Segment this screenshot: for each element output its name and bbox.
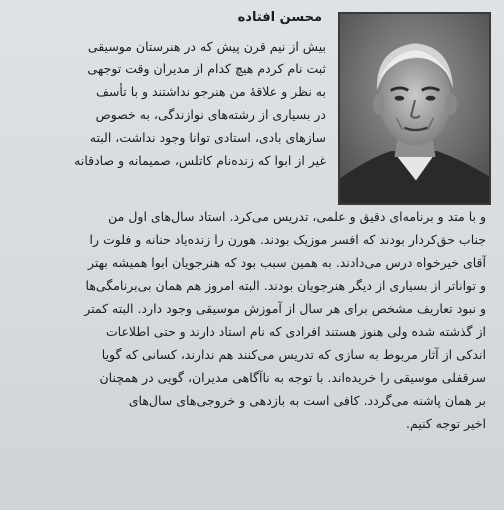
text-line: و با متد و برنامه‌ای دقیق و علمی، تدریس می‌کرد. استاد سال‌های اول من (108, 209, 486, 224)
text-line: اخیر توجه کنیم. (406, 416, 486, 431)
author-name: محسن افتاده (237, 10, 322, 25)
text-line: اندکی از آثار مربوط به سازی که تدریس می‌کنند هم ندارند، کسانی که گویا (101, 347, 486, 362)
text-line: و نبود تعاریف مشخص برای هر سال از آموزش موسیقی وجود دارد. البته کمتر (84, 301, 486, 316)
text-line: سازهای بادی، استادی توانا وجود نداشت، البته (89, 130, 326, 145)
text-line: و تواناتر از بسیاری از دیگر هنرجویان بودند. البته امروز هم همان بی‌برنامگی‌ها (85, 278, 486, 293)
text-line: بر همان پاشنه می‌گردد. کافی است به بازدهی و خروجی‌های سال‌های (128, 393, 486, 408)
text-line: جناب حق‌کردار بودند که افسر موزیک بودند. هورن را زنده‌یاد حنانه و فلوت را (89, 232, 486, 247)
text-line: ثبت نام کردم هیچ کدام از مدیران وقت توجهی (87, 61, 326, 76)
text-line: سرقفلی موسیقی را خریده‌اند. با توجه به ناآگاهی مدیران، گویی در همچنان (99, 370, 486, 385)
text-line: به نظر و علاقهٔ من هنرجو نداشتند و با تأسف (96, 84, 326, 99)
text-line: بیش از نیم قرن پیش که در هنرستان موسیقی (87, 39, 326, 54)
text-line: غیر از ابوا که زنده‌نام کاتلس، صمیمانه و صادقانه (74, 153, 326, 168)
text-line: آقای خیرخواه درس می‌دادند. به همین سبب بود که هنرجویان ابوا همیشه بهتر (87, 255, 486, 270)
author-portrait (338, 12, 491, 205)
text-line: در بسیاری از رشته‌های نوازندگی، به خصوص (95, 107, 326, 122)
text-line: از گذشته شده ولی هنوز هستند افرادی که نام استاد دارند و حتی اطلاعات (105, 324, 486, 339)
portrait-illustration (340, 14, 489, 203)
